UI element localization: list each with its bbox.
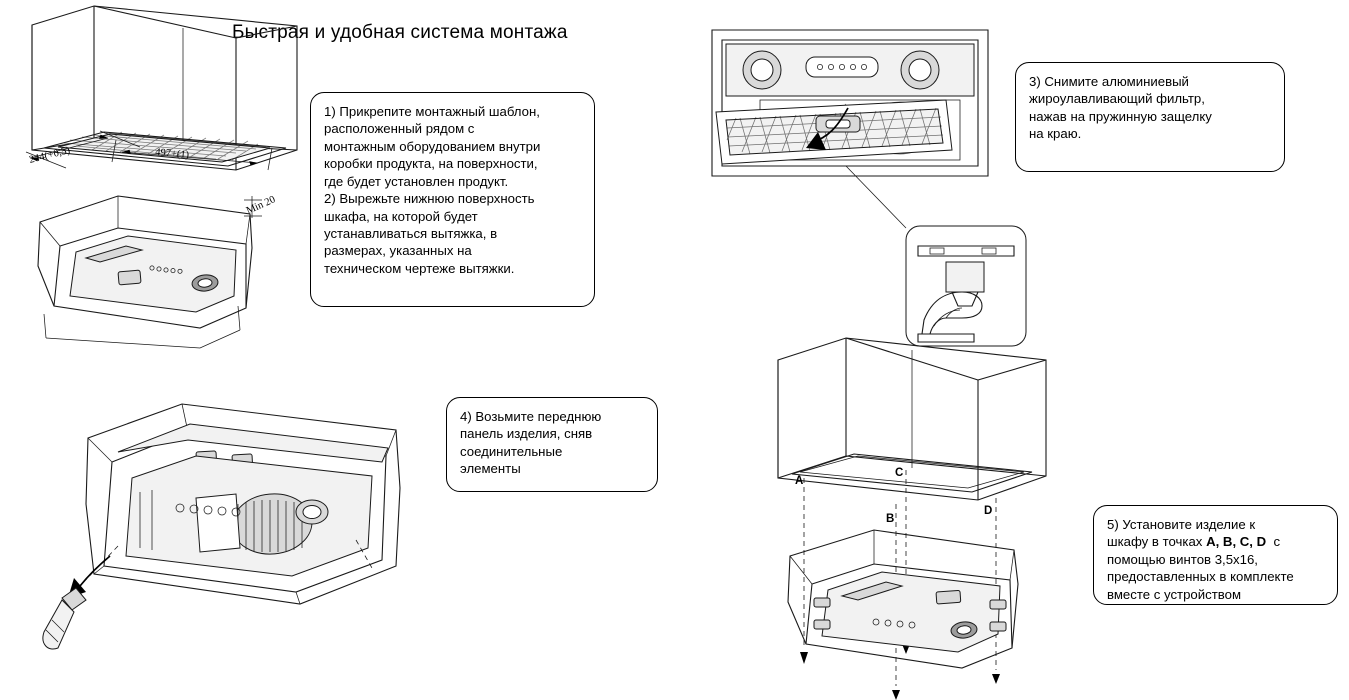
callout-line: жироулавливающий фильтр, xyxy=(1029,91,1205,107)
callout-line: предоставленных в комплекте xyxy=(1107,569,1294,585)
figure-cabinet-template xyxy=(26,6,297,348)
callout-line: размерах, указанных на xyxy=(324,243,472,259)
page-title: Быстрая и удобная система монтажа xyxy=(232,22,568,43)
callout-line: помощью винтов 3,5x16, xyxy=(1107,551,1258,567)
callout-line: шкафа, на которой будет xyxy=(324,208,478,224)
callout-line: на краю. xyxy=(1029,126,1082,142)
dimension-width-label: 497+(1) xyxy=(154,147,190,161)
callout-line: устанавливаться вытяжка, в xyxy=(324,225,498,241)
callout-line: монтажным оборудованием внутри xyxy=(324,138,541,154)
callout-step-3 xyxy=(1015,62,1285,172)
callout-line: панель изделия, сняв xyxy=(460,426,593,442)
point-label-b: B xyxy=(886,513,895,525)
callout-line: где будет установлен продукт. xyxy=(324,173,509,189)
dimension-depth-label: 244(+0,5) xyxy=(28,145,72,166)
callout-step-1-2 xyxy=(310,92,595,307)
point-label-c: C xyxy=(895,467,904,479)
callout-line: расположенный рядом с xyxy=(324,121,475,137)
callout-line: техническом чертеже вытяжки. xyxy=(324,260,515,276)
callout-line: элементы xyxy=(460,461,521,477)
callout-line: 1) Прикрепите монтажный шаблон, xyxy=(324,104,540,119)
callout-line: коробки продукта, на поверхности, xyxy=(324,156,538,172)
point-label-d: D xyxy=(984,505,993,517)
screwdriver-icon xyxy=(43,588,86,649)
callout-line: нажав на пружинную защелку xyxy=(1029,108,1212,124)
callout-line: 5) Установите изделие к xyxy=(1107,517,1256,532)
dimension-min-height-label: Min 20 xyxy=(244,194,278,217)
callout-line: шкафу в точках A, B, C, D с xyxy=(1107,534,1281,550)
callout-line: 3) Снимите алюминиевый xyxy=(1029,74,1189,89)
callout-step-5 xyxy=(1093,505,1338,605)
point-label-a: A xyxy=(795,475,804,487)
callout-line: 2) Вырежьте нижнюю поверхность xyxy=(324,191,535,207)
callout-step-4 xyxy=(446,397,658,492)
callout-line: вместе с устройством xyxy=(1107,586,1242,602)
callout-line: соединительные xyxy=(460,443,563,459)
figure-install-into-cabinet xyxy=(778,338,1046,700)
figure-front-panel-removal xyxy=(43,404,400,649)
figure-filter-removal xyxy=(712,30,1026,346)
callout-line: 4) Возьмите переднюю xyxy=(460,409,602,424)
